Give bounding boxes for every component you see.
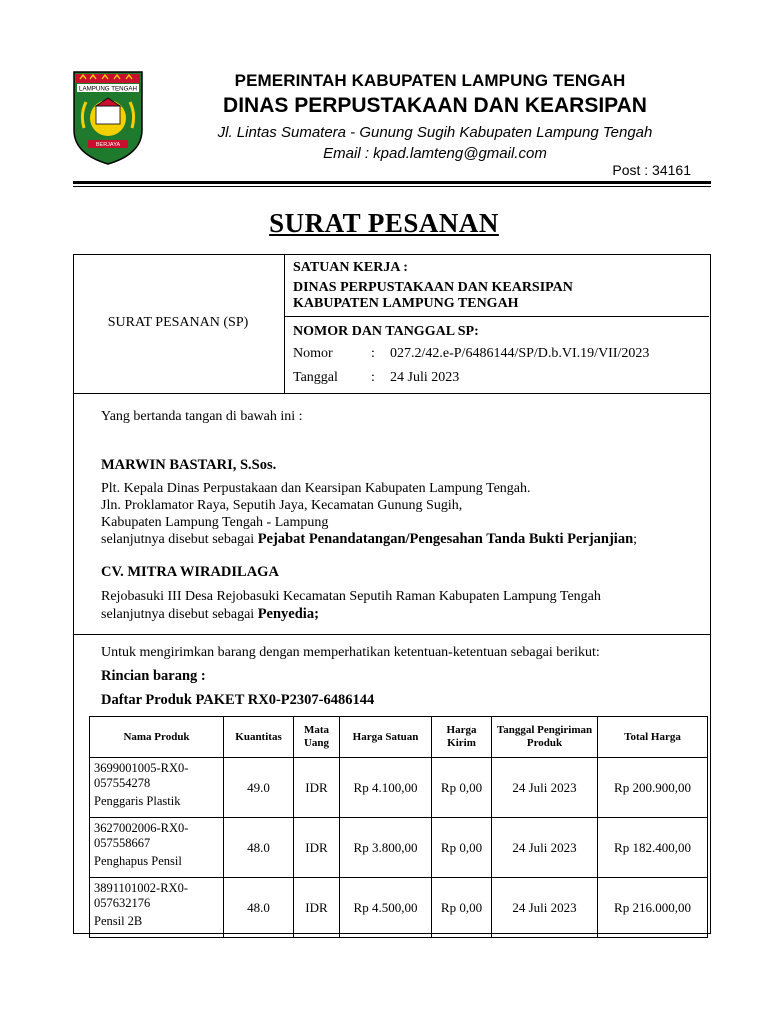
official-role-designation: Pejabat Penandatangan/Pengesahan Tanda Bukti Perjanjian: [257, 531, 634, 547]
letterhead-address: Jl. Lintas Sumatera - Gunung Sugih Kabupaten Lampung Tengah: [217, 124, 653, 141]
total-price-cell: Rp 200.900,00: [598, 758, 708, 818]
total-price-cell: Rp 216.000,00: [598, 878, 708, 938]
document-title: SURAT PESANAN: [269, 208, 499, 238]
col-header-nama-produk: Nama Produk: [90, 717, 224, 758]
col-header-tanggal-pengiriman: Tanggal Pengiriman Produk: [492, 717, 598, 758]
intro-text: Yang bertanda tangan di bawah ini :: [101, 409, 303, 424]
rincian-label: Rincian barang :: [101, 668, 206, 684]
quantity-cell: 48.0: [224, 878, 294, 938]
unit-price-cell: Rp 4.500,00: [340, 878, 432, 938]
official-title: Plt. Kepala Dinas Perpustakaan dan Kearsipan Kabupaten Lampung Tengah.: [101, 481, 531, 496]
letterhead-government: PEMERINTAH KABUPATEN LAMPUNG TENGAH: [234, 71, 626, 90]
sp-label: SURAT PESANAN (SP): [107, 315, 249, 330]
nomor-tanggal-label: NOMOR DAN TANGGAL SP:: [293, 324, 479, 339]
delivery-date-cell: 24 Juli 2023: [492, 878, 598, 938]
vendor-name: CV. MITRA WIRADILAGA: [101, 564, 279, 580]
official-name: MARWIN BASTARI, S.Sos.: [101, 457, 277, 473]
col-header-kuantitas: Kuantitas: [224, 717, 294, 758]
lampung-tengah-regency-seal: [72, 70, 144, 166]
svg-text:BERJAYA: BERJAYA: [95, 142, 121, 149]
quantity-cell: 49.0: [224, 758, 294, 818]
daftar-produk-label: Daftar Produk PAKET RX0-P2307-6486144: [101, 692, 375, 708]
table-header-row: [90, 717, 708, 758]
currency-cell: IDR: [294, 818, 340, 878]
official-address: Jln. Proklamator Raya, Seputih Jaya, Kecamatan Gunung Sugih,: [101, 498, 463, 513]
tanggal-value: 24 Juli 2023: [390, 370, 460, 385]
nomor-label: Nomor: [293, 346, 333, 361]
col-header-mata-uang: Mata Uang: [294, 717, 340, 758]
tanggal-colon: :: [371, 370, 375, 385]
unit-price-cell: Rp 4.100,00: [340, 758, 432, 818]
delivery-date-cell: 24 Juli 2023: [492, 758, 598, 818]
satuan-kerja-label: SATUAN KERJA :: [293, 260, 408, 275]
header-column-divider: [284, 254, 285, 393]
currency-cell: IDR: [294, 758, 340, 818]
header-row-divider: [284, 316, 709, 317]
delivery-date-cell: 24 Juli 2023: [492, 818, 598, 878]
quantity-cell: 48.0: [224, 818, 294, 878]
product-name: Penggaris Plastik: [94, 794, 181, 808]
letterhead-divider-thin: [73, 186, 711, 187]
nomor-value: 027.2/42.e-P/6486144/SP/D.b.VI.19/VII/2023: [390, 346, 650, 361]
official-role-prefix: selanjutnya disebut sebagai: [101, 532, 258, 547]
vendor-role-designation: Penyedia;: [257, 606, 319, 622]
letterhead-divider-thick: [73, 181, 711, 184]
parties-section-divider: [73, 634, 710, 635]
nomor-colon: :: [371, 346, 375, 361]
product-cell: [90, 818, 224, 878]
shipping-cost-cell: Rp 0,00: [432, 818, 492, 878]
satuan-kerja-line2: KABUPATEN LAMPUNG TENGAH: [293, 296, 519, 311]
currency-cell: IDR: [294, 878, 340, 938]
letterhead-email: Email : kpad.lamteng@gmail.com: [323, 145, 547, 162]
table-row: [90, 878, 708, 938]
official-role: [101, 531, 637, 548]
unit-price-cell: Rp 3.800,00: [340, 818, 432, 878]
total-price-cell: Rp 182.400,00: [598, 818, 708, 878]
product-code: 3699001005-RX0-057554278: [94, 761, 189, 790]
product-table: [89, 716, 708, 938]
vendor-role: [101, 606, 319, 623]
product-cell: [90, 878, 224, 938]
official-role-suffix: ;: [633, 532, 638, 547]
col-header-harga-satuan: Harga Satuan: [340, 717, 432, 758]
vendor-role-prefix: selanjutnya disebut sebagai: [101, 607, 258, 622]
official-region: Kabupaten Lampung Tengah - Lampung: [101, 515, 329, 530]
product-name: Penghapus Pensil: [94, 854, 182, 868]
vendor-address: Rejobasuki III Desa Rejobasuki Kecamatan Seputih Raman Kabupaten Lampung Tengah: [101, 589, 601, 604]
satuan-kerja-line1: DINAS PERPUSTAKAAN DAN KEARSIPAN: [293, 280, 573, 295]
header-section-divider: [73, 393, 710, 394]
product-name: Pensil 2B: [94, 914, 143, 928]
col-header-total-harga: Total Harga: [598, 717, 708, 758]
shipping-cost-cell: Rp 0,00: [432, 758, 492, 818]
shipping-cost-cell: Rp 0,00: [432, 878, 492, 938]
col-header-harga-kirim: Harga Kirim: [432, 717, 492, 758]
satuan-kerja-value: [293, 280, 573, 312]
order-instruction: Untuk mengirimkan barang dengan memperhatikan ketentuan-ketentuan sebagai berikut:: [101, 645, 600, 660]
product-cell: [90, 758, 224, 818]
letterhead-agency: DINAS PERPUSTAKAAN DAN KEARSIPAN: [223, 94, 647, 117]
letterhead-postcode: Post : 34161: [612, 162, 691, 178]
tanggal-label: Tanggal: [293, 370, 338, 385]
table-row: [90, 758, 708, 818]
svg-text:LAMPUNG TENGAH: LAMPUNG TENGAH: [79, 85, 137, 93]
product-code: 3627002006-RX0-057558667: [94, 821, 189, 850]
product-code: 3891101002-RX0-057632176: [94, 881, 188, 910]
table-row: [90, 818, 708, 878]
